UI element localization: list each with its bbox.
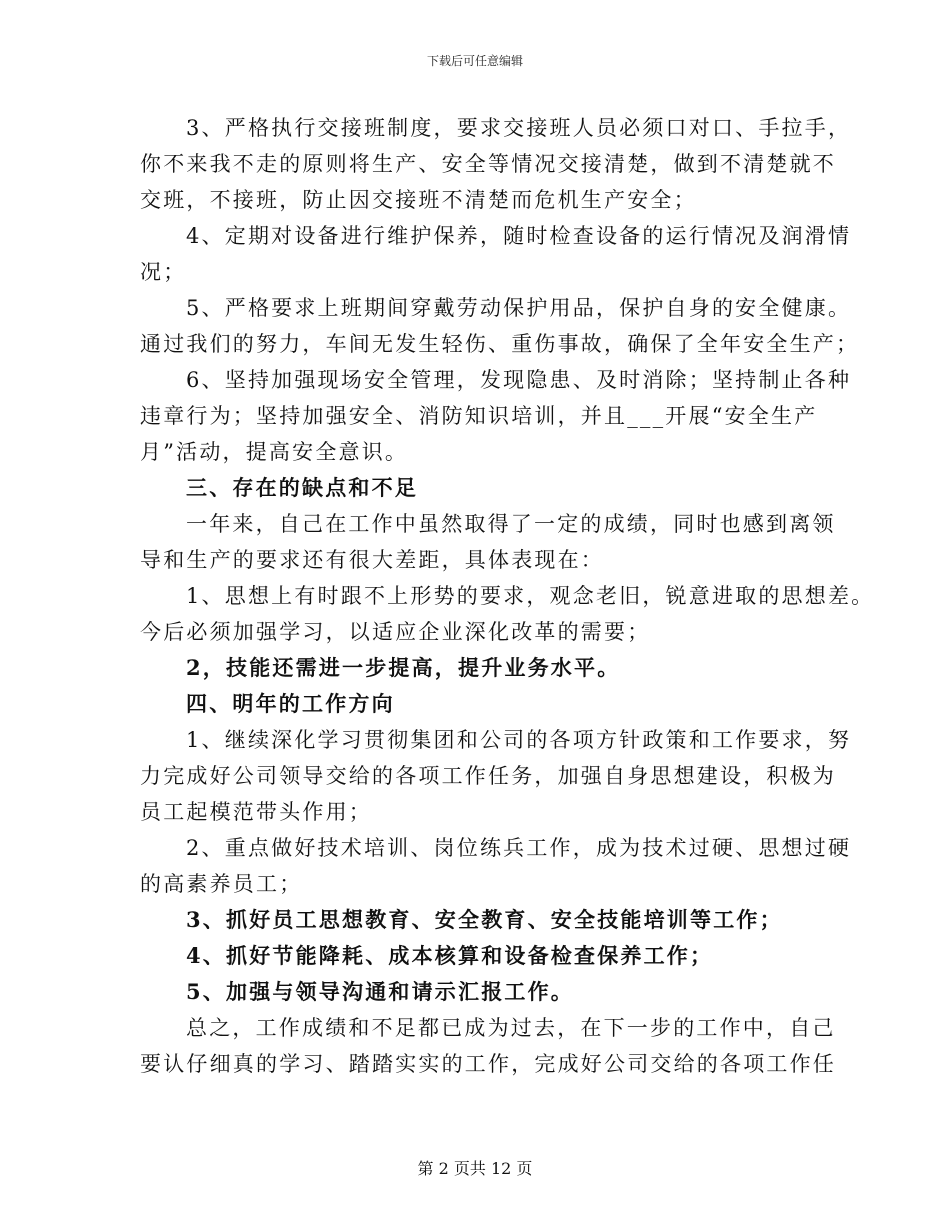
paragraph-line: 的高素养员工； bbox=[140, 872, 303, 896]
paragraph-line: 5、严格要求上班期间穿戴劳动保护用品，保护自身的安全健康。 bbox=[186, 296, 852, 320]
paragraph-line: 月”活动，提高安全意识。 bbox=[140, 440, 409, 464]
paragraph-line: 违章行为；坚持加强安全、消防知识培训，并且___开展“安全生产 bbox=[140, 404, 818, 428]
page-footer: 第 2 页共 12 页 bbox=[417, 1159, 533, 1178]
page-header: 下载后可任意编辑 bbox=[426, 54, 523, 68]
paragraph-line: 导和生产的要求还有很大差距，具体表现在： bbox=[140, 548, 604, 572]
paragraph-line: 力完成好公司领导交给的各项工作任务，加强自身思想建设，积极为 bbox=[140, 764, 836, 788]
section-heading-line: 三、存在的缺点和不足 bbox=[186, 475, 418, 500]
paragraph-line: 6、坚持加强现场安全管理，发现隐患、及时消除；坚持制止各种 bbox=[186, 368, 852, 392]
section-heading-line: 2，技能还需进一步提高，提升业务水平。 bbox=[186, 655, 621, 680]
paragraph-line: 要认仔细真的学习、踏踏实实的工作，完成好公司交给的各项工作任 bbox=[140, 1052, 836, 1076]
paragraph-line: 总之，工作成绩和不足都已成为过去，在下一步的工作中，自己 bbox=[186, 1016, 836, 1040]
paragraph-line: 2、重点做好技术培训、岗位练兵工作，成为技术过硬、思想过硬 bbox=[186, 836, 852, 860]
section-heading-line: 四、明年的工作方向 bbox=[186, 691, 395, 716]
paragraph-line: 员工起模范带头作用； bbox=[140, 800, 372, 824]
paragraph-line: 1、继续深化学习贯彻集团和公司的各项方针政策和工作要求，努 bbox=[186, 728, 852, 752]
paragraph-line: 交班，不接班，防止因交接班不清楚而危机生产安全； bbox=[140, 188, 697, 212]
paragraph-line: 4、定期对设备进行维护保养，随时检查设备的运行情况及润滑情 bbox=[186, 224, 852, 248]
paragraph-line: 你不来我不走的原则将生产、安全等情况交接清楚，做到不清楚就不 bbox=[140, 152, 836, 176]
paragraph-line: 通过我们的努力，车间无发生轻伤、重伤事故，确保了全年安全生产； bbox=[140, 332, 860, 356]
paragraph-line: 今后必须加强学习，以适应企业深化改革的需要； bbox=[140, 620, 651, 644]
paragraph-line: 一年来，自己在工作中虽然取得了一定的成绩，同时也感到离领 bbox=[186, 512, 836, 536]
section-heading-line: 4、抓好节能降耗、成本核算和设备检查保养工作； bbox=[186, 943, 714, 968]
section-heading-line: 5、加强与领导沟通和请示汇报工作。 bbox=[186, 979, 575, 1004]
paragraph-line: 1、思想上有时跟不上形势的要求，观念老旧，锐意进取的思想差。 bbox=[186, 584, 875, 608]
paragraph-line: 3、严格执行交接班制度，要求交接班人员必须口对口、手拉手， bbox=[186, 116, 852, 140]
section-heading-line: 3、抓好员工思想教育、安全教育、安全技能培训等工作； bbox=[186, 907, 783, 932]
paragraph-line: 况； bbox=[140, 260, 187, 284]
